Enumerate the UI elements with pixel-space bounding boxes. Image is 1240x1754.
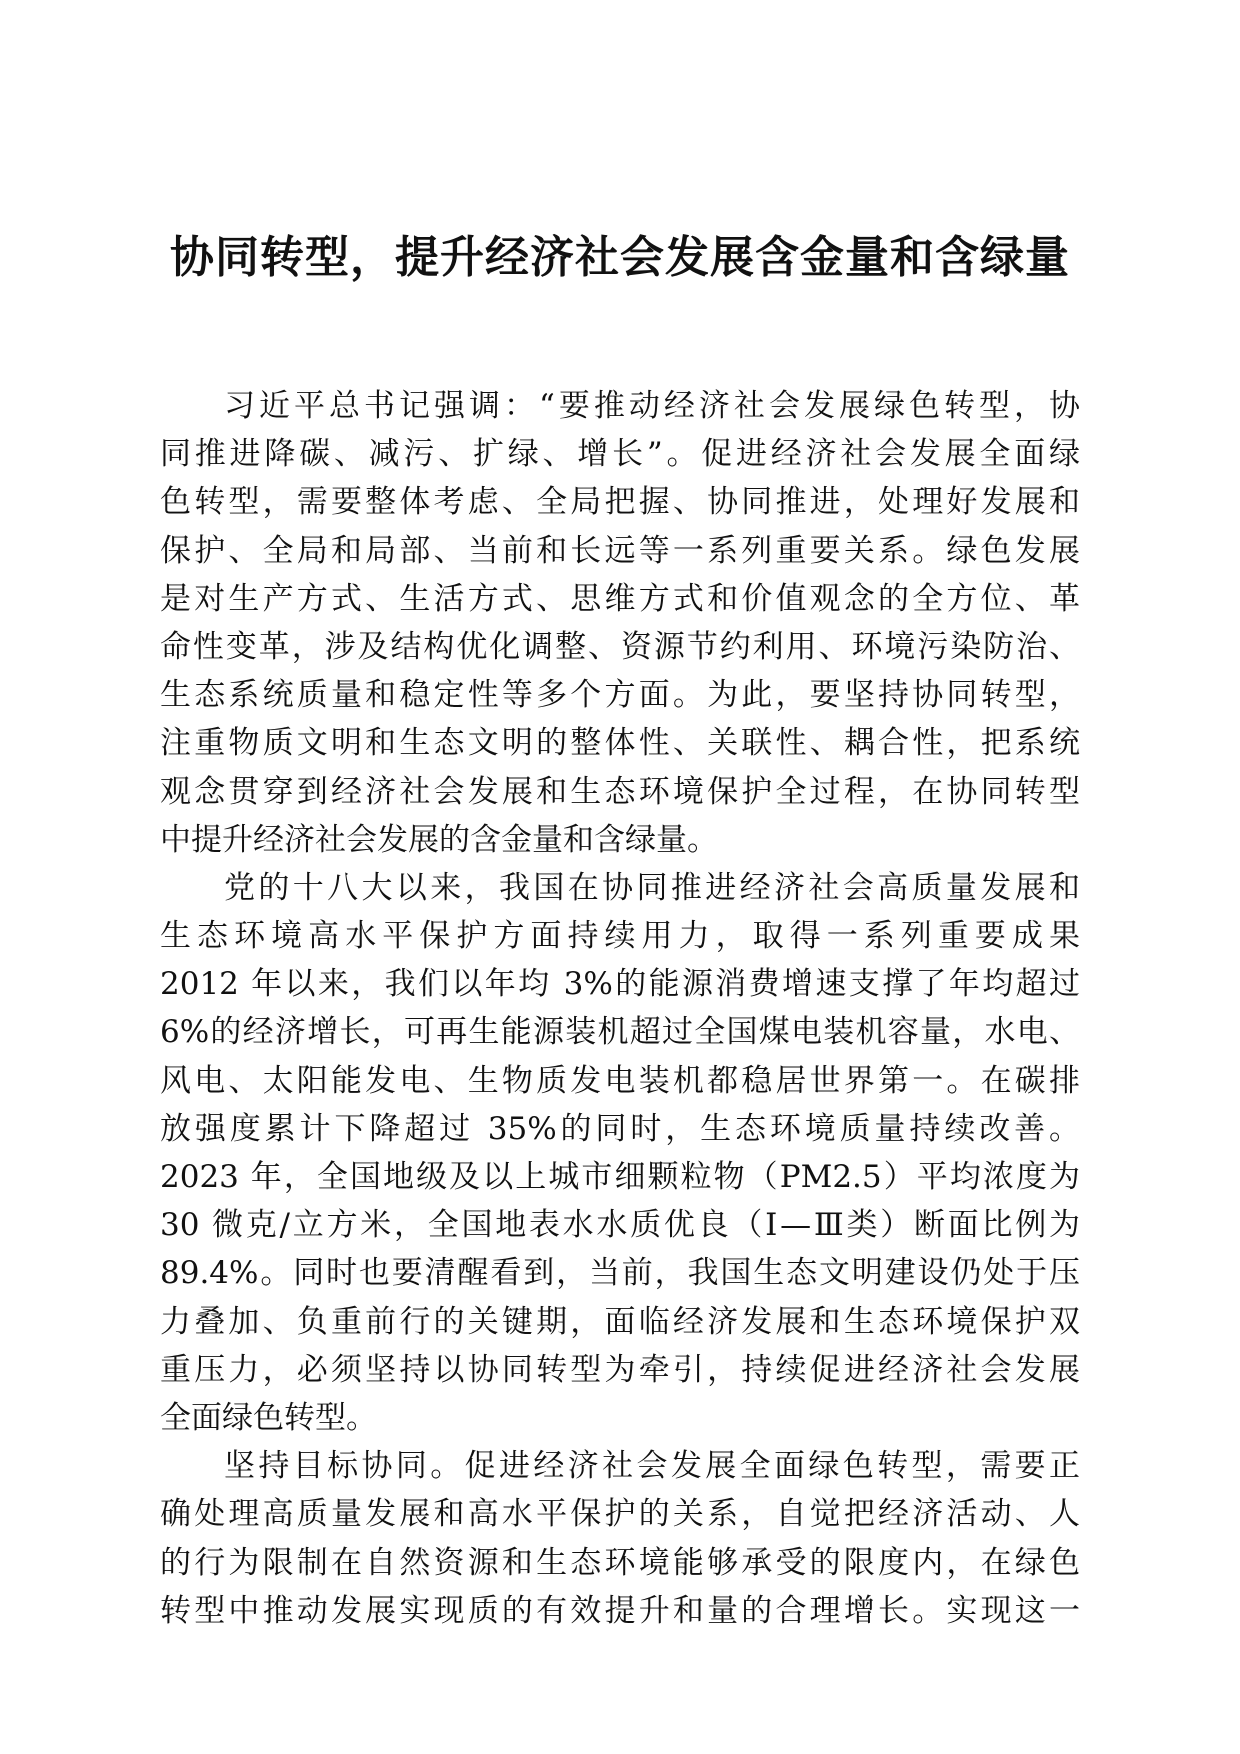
text-line: 命性变革，涉及结构优化调整、资源节约利用、环境污染防治、 [160, 628, 1080, 665]
text-line: 转型中推动发展实现质的有效提升和量的合理增长。实现这一 [160, 1592, 1080, 1629]
text-line: 风电、太阳能发电、生物质发电装机都稳居世界第一。在碳排 [160, 1062, 1080, 1099]
text-line: 确处理高质量发展和高水平保护的关系，自觉把经济活动、人 [160, 1496, 1080, 1533]
text-line: 生态系统质量和稳定性等多个方面。为此，要坚持协同转型， [160, 677, 1080, 714]
text-line: 是对生产方式、生活方式、思维方式和价值观念的全方位、革 [160, 580, 1080, 617]
text-line: 注重物质文明和生态文明的整体性、关联性、耦合性，把系统 [160, 725, 1080, 762]
article-body [160, 382, 1080, 1635]
text-line: 89.4%。同时也要清醒看到，当前，我国生态文明建设仍处于压 [160, 1255, 1080, 1292]
text-line: 色转型，需要整体考虑、全局把握、协同推进，处理好发展和 [160, 484, 1080, 521]
text-line: 坚持目标协同。促进经济社会发展全面绿色转型，需要正 [224, 1448, 1080, 1485]
text-line: 30 微克/立方米，全国地表水水质优良（Ⅰ—Ⅲ类）断面比例为 [160, 1207, 1080, 1244]
text-line: 习近平总书记强调：“要推动经济社会发展绿色转型，协 [224, 388, 1080, 424]
text-line: 保护、全局和局部、当前和长远等一系列重要关系。绿色发展 [160, 532, 1080, 569]
paragraph-1 [160, 382, 1080, 864]
text-line: 同推进降碳、减污、扩绿、增长”。促进经济社会发展全面绿 [160, 436, 1080, 473]
article-title: 协同转型，提升经济社会发展含金量和含绿量 [170, 232, 1070, 283]
paragraph-3 [160, 1442, 1080, 1635]
text-line: 重压力，必须坚持以协同转型为牵引，持续促进经济社会发展 [160, 1351, 1080, 1388]
text-line: 全面绿色转型。 [160, 1399, 377, 1436]
text-line: 放强度累计下降超过 35%的同时，生态环境质量持续改善。 [160, 1110, 1080, 1147]
text-line: 2012 年以来，我们以年均 3%的能源消费增速支撑了年均超过 [160, 966, 1080, 1003]
paragraph-2 [160, 864, 1080, 1442]
text-line: 生态环境高水平保护方面持续用力，取得一系列重要成果 [160, 918, 1080, 955]
text-line: 的行为限制在自然资源和生态环境能够承受的限度内，在绿色 [160, 1544, 1080, 1581]
text-line: 力叠加、负重前行的关键期，面临经济发展和生态环境保护双 [160, 1303, 1080, 1340]
text-line: 观念贯穿到经济社会发展和生态环境保护全过程，在协同转型 [160, 773, 1080, 810]
text-line: 中提升经济社会发展的含金量和含绿量。 [160, 821, 718, 858]
text-line: 2023 年，全国地级及以上城市细颗粒物（PM2.5）平均浓度为 [160, 1159, 1080, 1195]
text-line: 6%的经济增长，可再生能源装机超过全国煤电装机容量，水电、 [160, 1014, 1080, 1051]
text-line: 党的十八大以来，我国在协同推进经济社会高质量发展和 [224, 869, 1080, 906]
